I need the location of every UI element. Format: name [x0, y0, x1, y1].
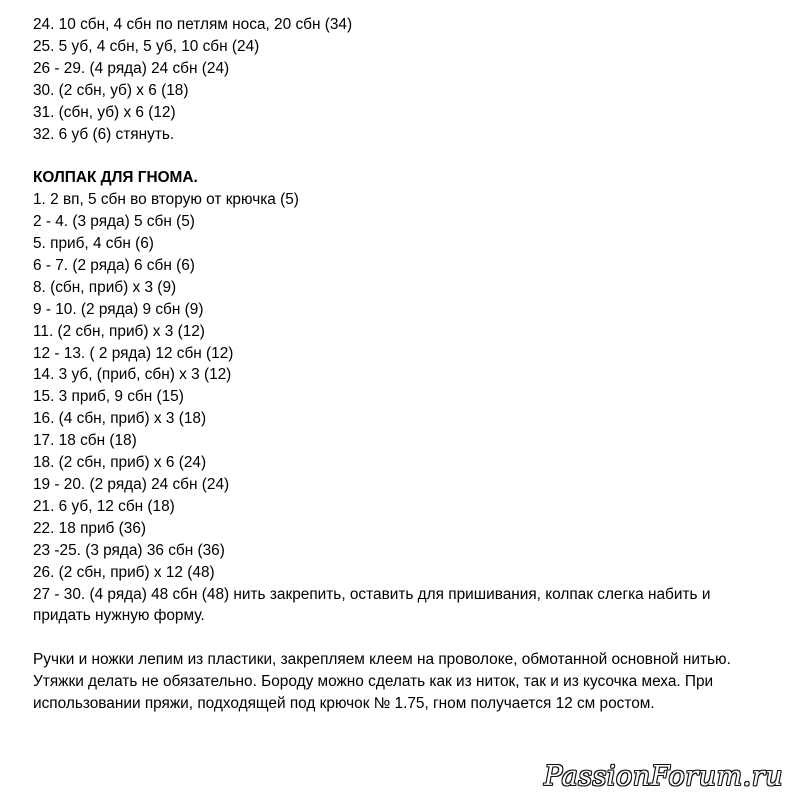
pattern-row: 11. (2 сбн, приб) x 3 (12) [33, 322, 205, 340]
section-title: КОЛПАК ДЛЯ ГНОМА. [33, 169, 198, 187]
pattern-row: 6 - 7. (2 ряда) 6 сбн (6) [33, 256, 195, 274]
pattern-row: 30. (2 сбн, уб) x 6 (18) [33, 81, 189, 99]
pattern-row: 25. 5 уб, 4 сбн, 5 уб, 10 сбн (24) [33, 37, 260, 55]
hat-rows [33, 189, 788, 627]
pattern-row: 5. приб, 4 сбн (6) [33, 235, 154, 253]
pattern-row: 23 -25. (3 ряда) 36 сбн (36) [33, 541, 225, 559]
spacer [33, 145, 788, 167]
notes-line: Ручки и ножки лепим из пластики, закрепляем клеем на проволоке, обмотанной основной нитью. [33, 651, 731, 669]
spacer [33, 627, 788, 649]
pattern-row: 26 - 29. (4 ряда) 24 сбн (24) [33, 59, 230, 77]
pattern-row: 9 - 10. (2 ряда) 9 сбн (9) [33, 300, 204, 318]
notes-line: использовании пряжи, подходящей под крючок № 1.75, гном получается 12 см ростом. [33, 695, 655, 713]
pattern-row-last-continued: придать нужную форму. [33, 607, 205, 625]
pattern-row: 17. 18 сбн (18) [33, 432, 137, 450]
pattern-row: 19 - 20. (2 ряда) 24 сбн (24) [33, 476, 230, 494]
pattern-row: 1. 2 вп, 5 сбн во вторую от крючка (5) [33, 191, 299, 209]
pattern-row: 12 - 13. ( 2 ряда) 12 сбн (12) [33, 344, 234, 362]
notes-line: Утяжки делать не обязательно. Бороду можно сделать как из ниток, так и из кусочка меха. При [33, 673, 714, 691]
pattern-row: 26. (2 сбн, приб) x 12 (48) [33, 563, 215, 581]
pattern-row: 18. (2 сбн, приб) x 6 (24) [33, 454, 207, 472]
notes-paragraph [33, 649, 788, 715]
pattern-row: 8. (сбн, приб) x 3 (9) [33, 278, 177, 296]
pattern-row: 24. 10 сбн, 4 сбн по петлям носа, 20 сбн (34) [33, 16, 353, 33]
pattern-row: 2 - 4. (3 ряда) 5 сбн (5) [33, 213, 195, 231]
pattern-row: 14. 3 уб, (приб, сбн) x 3 (12) [33, 366, 232, 384]
pattern-row: 21. 6 уб, 12 сбн (18) [33, 497, 175, 515]
pattern-row: 31. (сбн, уб) x 6 (12) [33, 103, 176, 121]
pattern-row: 32. 6 уб (6) стянуть. [33, 125, 175, 143]
site-watermark: PassionForum.ru [544, 761, 783, 792]
pattern-row-last: 27 - 30. (4 ряда) 48 сбн (48) нить закрепить, оставить для пришивания, колпак слегка набить и [33, 585, 711, 603]
pattern-row: 22. 18 приб (36) [33, 519, 147, 537]
pattern-document [33, 14, 788, 715]
pattern-row: 16. (4 сбн, приб) x 3 (18) [33, 410, 207, 428]
pattern-row: 15. 3 приб, 9 сбн (15) [33, 388, 184, 406]
top-rows [33, 14, 788, 145]
